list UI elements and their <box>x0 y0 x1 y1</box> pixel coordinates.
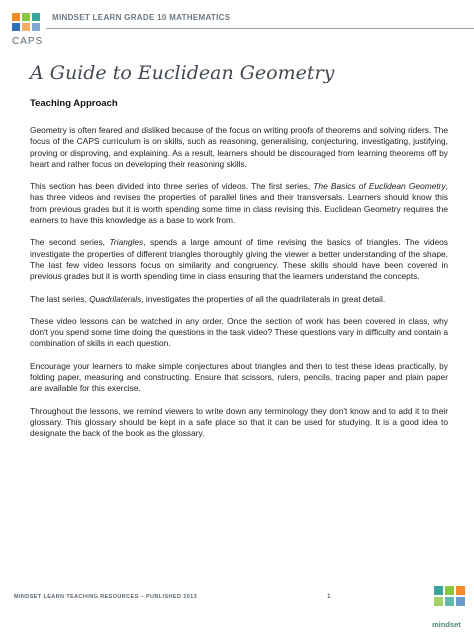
paragraph-text: , has three videos and revises the properties of parallel lines and their transversals. Learners should know this from previous grades but it is worth spending some time in class revising this. Euclidean Geometry requires the earners to have this knowledge as a base to work from. <box>30 181 448 226</box>
body-paragraph <box>30 181 448 226</box>
series-title-text: Quadrilaterals <box>89 293 142 304</box>
footer-publisher: MINDSET LEARN TEACHING RESOURCES – PUBLISHED 2013 <box>14 594 198 600</box>
paragraph-text: The second series, <box>30 237 110 248</box>
body-paragraph <box>30 125 448 170</box>
paragraph-text: Geometry is often feared and disliked because of the focus on writing proofs of theorems and solving riders. The focus of the CAPS curriculum is on skills, such as reasoning, generalising, conjecturing, investigating, justifying, proving or disproving, and explaining. As a result, learners should be discouraged from learning theorems off by heart and rather focus on developing their reasoning skills. <box>30 125 448 169</box>
paragraph-text: Encourage your learners to make simple conjectures about triangles and then to test these ideas practically, by folding paper, measuring and constructing. Ensure that scissors, rulers, pencils, tracing paper and plain paper are available for this exercise. <box>30 360 448 394</box>
document-title: A Guide to Euclidean Geometry <box>30 62 335 84</box>
header-divider <box>46 28 474 29</box>
caps-logo-label: CAPS <box>12 36 44 47</box>
header-title: MINDSET LEARN GRADE 10 MATHEMATICS <box>52 13 231 22</box>
body-paragraph <box>30 361 448 395</box>
document-body <box>30 125 448 451</box>
paragraph-text: The last series, <box>30 293 90 304</box>
mindset-brand-label: mindset <box>432 620 461 629</box>
paragraph-text: , spends a large amount of time revising the basics of triangles. The videos investigate the properties of different triangles thoroughly giving the viewer a better understanding of the shape. The last few video lessons focus on similarity and congruency. These skills should have been covered in previous grades but it is worth spending time in class ensuring that the learners understand the concepts. <box>30 237 448 282</box>
page-number: 1 <box>327 593 331 600</box>
body-paragraph <box>30 294 448 305</box>
mindset-logo-icon <box>428 582 468 622</box>
paragraph-text: These video lessons can be watched in any order. Once the section of work has been covered in class, why don't you spend some time doing the questions in the task video? These questions vary in difficulty and contain a combination of skills in each question. <box>30 315 448 349</box>
body-paragraph <box>30 237 448 282</box>
series-title-text: Triangles <box>109 237 144 248</box>
page-header <box>0 0 474 52</box>
paragraph-text: Throughout the lessons, we remind viewers to write down any terminology they don't know and to add it to their glossary. This glossary should be kept in a safe place so that it can be used for studying. It is a good idea to designate the back of the book as the glossary. <box>30 405 448 439</box>
series-title-text: The Basics of Euclidean Geometry <box>313 181 446 192</box>
body-paragraph <box>30 406 448 440</box>
paragraph-text: This section has been divided into three series of videos. The first series, <box>30 181 314 192</box>
paragraph-text: , investigates the properties of all the quadrilaterals in great detail. <box>141 293 386 304</box>
body-paragraph <box>30 316 448 350</box>
section-heading: Teaching Approach <box>30 98 118 109</box>
